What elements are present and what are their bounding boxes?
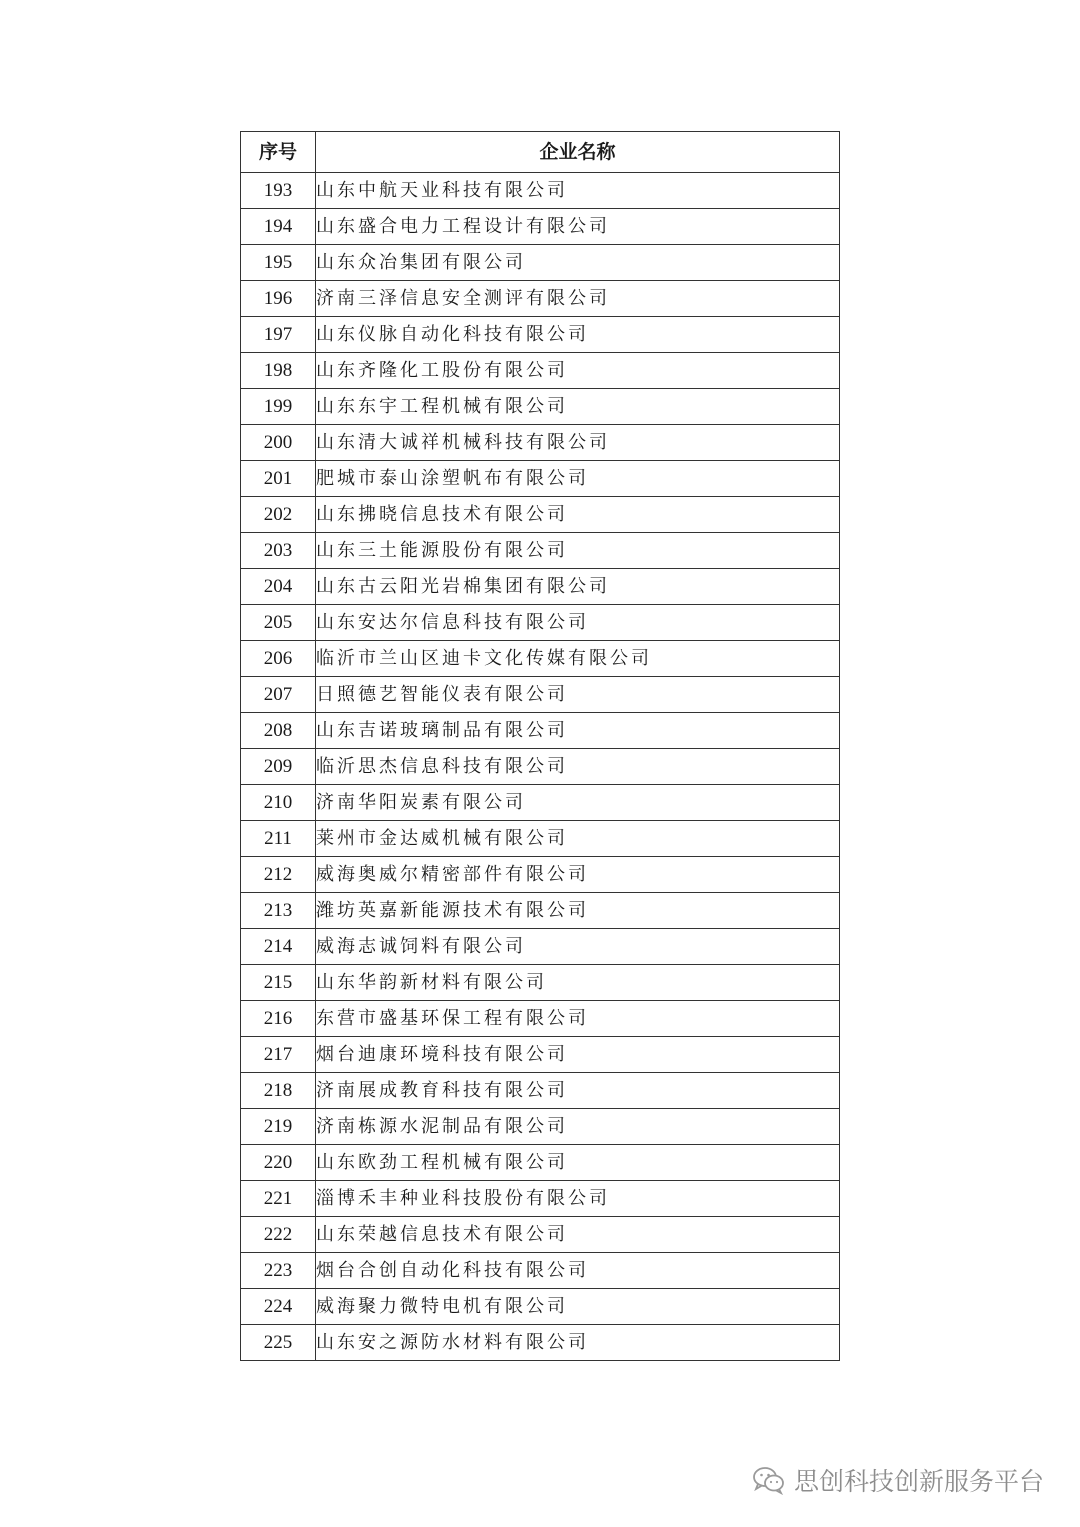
table-row	[241, 1001, 840, 1037]
table-row	[241, 929, 840, 965]
row-company-name: 济南华阳炭素有限公司	[316, 785, 840, 821]
row-company-name: 山东盛合电力工程设计有限公司	[316, 209, 840, 245]
table-row	[241, 281, 840, 317]
table-row	[241, 1109, 840, 1145]
row-company-name: 山东齐隆化工股份有限公司	[316, 353, 840, 389]
watermark-text: 思创科技创新服务平台	[793, 1467, 1044, 1496]
row-serial-number: 212	[241, 857, 316, 893]
table-row	[241, 1325, 840, 1361]
table-row	[241, 317, 840, 353]
row-company-name: 莱州市金达威机械有限公司	[316, 821, 840, 857]
row-serial-number: 214	[241, 929, 316, 965]
table-row	[241, 1289, 840, 1325]
row-company-name: 烟台迪康环境科技有限公司	[316, 1037, 840, 1073]
row-company-name: 东营市盛基环保工程有限公司	[316, 1001, 840, 1037]
row-serial-number: 205	[241, 605, 316, 641]
table-row	[241, 677, 840, 713]
row-company-name: 淄博禾丰种业科技股份有限公司	[316, 1181, 840, 1217]
row-serial-number: 204	[241, 569, 316, 605]
row-serial-number: 220	[241, 1145, 316, 1181]
row-serial-number: 225	[241, 1325, 316, 1361]
table-row	[241, 533, 840, 569]
wechat-icon	[752, 1465, 786, 1495]
row-serial-number: 197	[241, 317, 316, 353]
table-row	[241, 245, 840, 281]
table-row	[241, 857, 840, 893]
row-serial-number: 218	[241, 1073, 316, 1109]
table-row	[241, 1037, 840, 1073]
row-serial-number: 196	[241, 281, 316, 317]
row-serial-number: 219	[241, 1109, 316, 1145]
row-company-name: 济南三泽信息安全测评有限公司	[316, 281, 840, 317]
row-company-name: 山东欧劲工程机械有限公司	[316, 1145, 840, 1181]
row-serial-number: 193	[241, 173, 316, 209]
row-company-name: 山东华韵新材料有限公司	[316, 965, 840, 1001]
table-row	[241, 893, 840, 929]
table-body	[241, 173, 840, 1361]
row-company-name: 山东中航天业科技有限公司	[316, 173, 840, 209]
row-company-name: 山东荣越信息技术有限公司	[316, 1217, 840, 1253]
table-row	[241, 173, 840, 209]
table-row	[241, 461, 840, 497]
row-serial-number: 207	[241, 677, 316, 713]
company-list-sheet	[240, 131, 839, 1361]
row-serial-number: 195	[241, 245, 316, 281]
table-row	[241, 965, 840, 1001]
row-serial-number: 198	[241, 353, 316, 389]
table-row	[241, 353, 840, 389]
row-serial-number: 201	[241, 461, 316, 497]
header-serial-number: 序号	[241, 132, 316, 173]
table-row	[241, 569, 840, 605]
row-company-name: 济南栋源水泥制品有限公司	[316, 1109, 840, 1145]
table-header	[241, 132, 840, 173]
header-row	[241, 132, 840, 173]
row-company-name: 威海聚力微特电机有限公司	[316, 1289, 840, 1325]
company-table	[240, 131, 840, 1361]
table-row	[241, 749, 840, 785]
table-row	[241, 425, 840, 461]
table-row	[241, 1145, 840, 1181]
row-serial-number: 208	[241, 713, 316, 749]
row-company-name: 山东安达尔信息科技有限公司	[316, 605, 840, 641]
row-company-name: 临沂思杰信息科技有限公司	[316, 749, 840, 785]
row-serial-number: 222	[241, 1217, 316, 1253]
row-company-name: 济南展成教育科技有限公司	[316, 1073, 840, 1109]
row-company-name: 日照德艺智能仪表有限公司	[316, 677, 840, 713]
row-company-name: 山东安之源防水材料有限公司	[316, 1325, 840, 1361]
row-serial-number: 213	[241, 893, 316, 929]
row-company-name: 山东仪脉自动化科技有限公司	[316, 317, 840, 353]
row-serial-number: 203	[241, 533, 316, 569]
row-serial-number: 200	[241, 425, 316, 461]
table-row	[241, 1073, 840, 1109]
row-serial-number: 210	[241, 785, 316, 821]
row-company-name: 山东吉诺玻璃制品有限公司	[316, 713, 840, 749]
table-row	[241, 713, 840, 749]
row-company-name: 山东众冶集团有限公司	[316, 245, 840, 281]
row-company-name: 山东拂晓信息技术有限公司	[316, 497, 840, 533]
row-serial-number: 224	[241, 1289, 316, 1325]
table-row	[241, 1253, 840, 1289]
table-row	[241, 1181, 840, 1217]
row-company-name: 山东清大诚祥机械科技有限公司	[316, 425, 840, 461]
row-serial-number: 215	[241, 965, 316, 1001]
row-serial-number: 216	[241, 1001, 316, 1037]
table-row	[241, 209, 840, 245]
row-company-name: 肥城市泰山涂塑帆布有限公司	[316, 461, 840, 497]
row-company-name: 威海志诚饲料有限公司	[316, 929, 840, 965]
row-serial-number: 223	[241, 1253, 316, 1289]
row-company-name: 山东古云阳光岩棉集团有限公司	[316, 569, 840, 605]
row-company-name: 山东三土能源股份有限公司	[316, 533, 840, 569]
row-serial-number: 202	[241, 497, 316, 533]
row-serial-number: 206	[241, 641, 316, 677]
row-serial-number: 217	[241, 1037, 316, 1073]
table-row	[241, 497, 840, 533]
table-row	[241, 821, 840, 857]
row-serial-number: 194	[241, 209, 316, 245]
row-company-name: 潍坊英嘉新能源技术有限公司	[316, 893, 840, 929]
row-serial-number: 209	[241, 749, 316, 785]
table-row	[241, 641, 840, 677]
row-serial-number: 199	[241, 389, 316, 425]
row-company-name: 威海奥威尔精密部件有限公司	[316, 857, 840, 893]
table-row	[241, 1217, 840, 1253]
header-company-name: 企业名称	[316, 132, 840, 173]
row-company-name: 烟台合创自动化科技有限公司	[316, 1253, 840, 1289]
row-serial-number: 221	[241, 1181, 316, 1217]
table-row	[241, 389, 840, 425]
table-row	[241, 785, 840, 821]
source-watermark	[752, 1462, 1044, 1498]
row-serial-number: 211	[241, 821, 316, 857]
row-company-name: 临沂市兰山区迪卡文化传媒有限公司	[316, 641, 840, 677]
table-row	[241, 605, 840, 641]
row-company-name: 山东东宇工程机械有限公司	[316, 389, 840, 425]
